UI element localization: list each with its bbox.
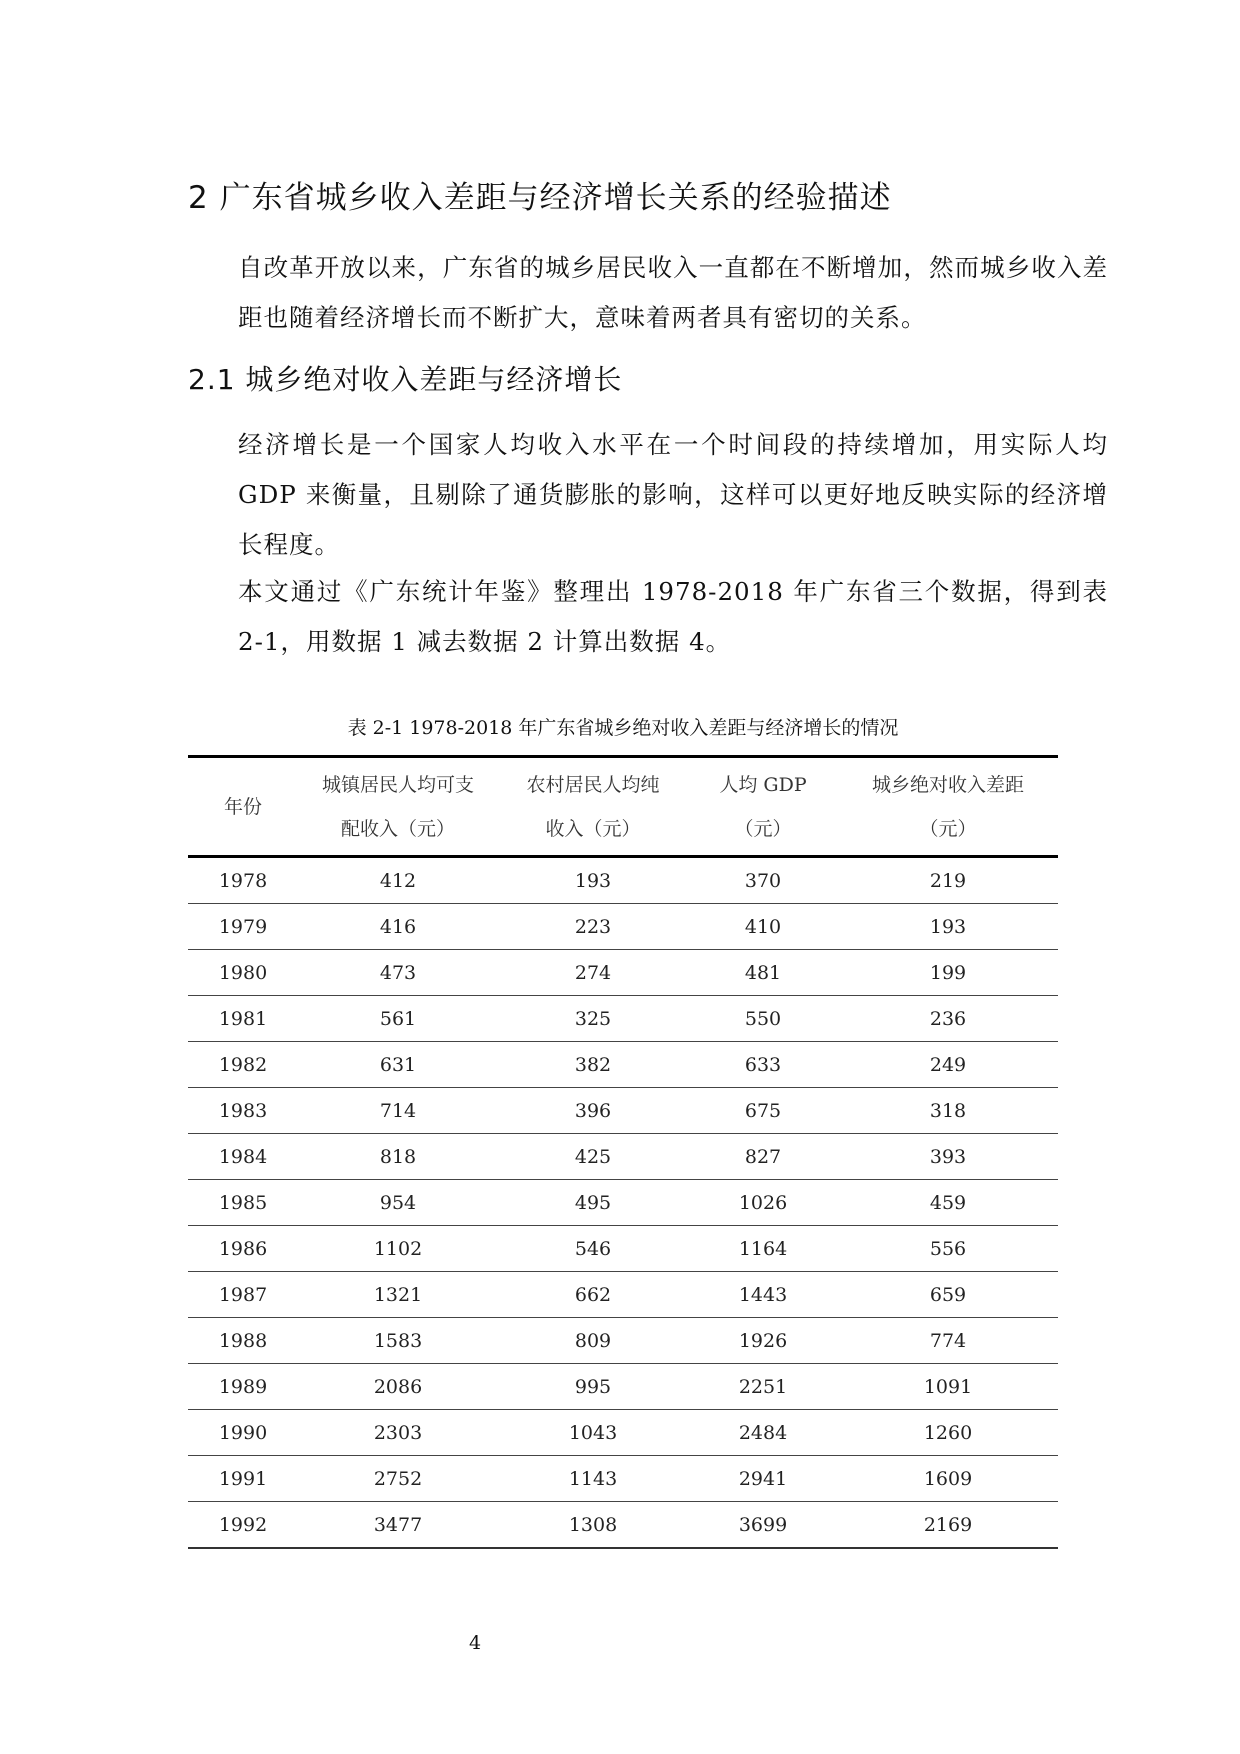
header-urban-income: 城镇居民人均可支 配收入（元）: [321, 773, 474, 840]
cell-income-gap: 2169: [838, 1502, 1058, 1549]
cell-rural-income: 193: [498, 857, 688, 904]
cell-gdp-per-capita: 550: [688, 996, 838, 1042]
cell-urban-income: 1102: [298, 1226, 498, 1272]
cell-urban-income: 2086: [298, 1364, 498, 1410]
cell-urban-income: 473: [298, 950, 498, 996]
cell-gdp-per-capita: 370: [688, 857, 838, 904]
cell-rural-income: 274: [498, 950, 688, 996]
table-row: [188, 1226, 1058, 1272]
table-row: [188, 857, 1058, 904]
cell-rural-income: 382: [498, 1042, 688, 1088]
cell-urban-income: 3477: [298, 1502, 498, 1549]
cell-year: 1984: [188, 1134, 298, 1180]
cell-rural-income: 995: [498, 1364, 688, 1410]
cell-gdp-per-capita: 410: [688, 904, 838, 950]
page-number: 4: [468, 1632, 482, 1654]
cell-rural-income: 662: [498, 1272, 688, 1318]
header-rural-income: 农村居民人均纯 收入（元）: [526, 773, 660, 840]
header-income-gap: 城乡绝对收入差距 （元）: [871, 773, 1024, 840]
table-header-row: [188, 757, 1058, 857]
cell-urban-income: 1583: [298, 1318, 498, 1364]
cell-gdp-per-capita: 1926: [688, 1318, 838, 1364]
cell-income-gap: 219: [838, 857, 1058, 904]
cell-year: 1981: [188, 996, 298, 1042]
cell-rural-income: 396: [498, 1088, 688, 1134]
table-row: [188, 1180, 1058, 1226]
cell-gdp-per-capita: 2941: [688, 1456, 838, 1502]
cell-income-gap: 556: [838, 1226, 1058, 1272]
cell-year: 1989: [188, 1364, 298, 1410]
cell-income-gap: 1609: [838, 1456, 1058, 1502]
table-row: [188, 1456, 1058, 1502]
cell-year: 1990: [188, 1410, 298, 1456]
cell-urban-income: 1321: [298, 1272, 498, 1318]
cell-gdp-per-capita: 3699: [688, 1502, 838, 1549]
cell-year: 1985: [188, 1180, 298, 1226]
cell-year: 1978: [188, 857, 298, 904]
table-caption: 表 2-1 1978-2018 年广东省城乡绝对收入差距与经济增长的情况: [347, 717, 899, 739]
table-row: [188, 1134, 1058, 1180]
table-row: [188, 950, 1058, 996]
cell-gdp-per-capita: 2484: [688, 1410, 838, 1456]
table-row: [188, 904, 1058, 950]
cell-gdp-per-capita: 633: [688, 1042, 838, 1088]
cell-income-gap: 199: [838, 950, 1058, 996]
cell-income-gap: 1091: [838, 1364, 1058, 1410]
table-row: [188, 996, 1058, 1042]
cell-gdp-per-capita: 827: [688, 1134, 838, 1180]
cell-income-gap: 659: [838, 1272, 1058, 1318]
table-row: [188, 1318, 1058, 1364]
cell-urban-income: 954: [298, 1180, 498, 1226]
cell-gdp-per-capita: 1443: [688, 1272, 838, 1318]
cell-rural-income: 223: [498, 904, 688, 950]
cell-income-gap: 249: [838, 1042, 1058, 1088]
cell-year: 1979: [188, 904, 298, 950]
cell-year: 1982: [188, 1042, 298, 1088]
cell-gdp-per-capita: 481: [688, 950, 838, 996]
cell-income-gap: 193: [838, 904, 1058, 950]
cell-gdp-per-capita: 2251: [688, 1364, 838, 1410]
subsection-paragraph-1: 经济增长是一个国家人均收入水平在一个时间段的持续增加，用实际人均GDP 来衡量，且剔除了通货膨胀的影响，这样可以更好地反映实际的经济增长程度。: [238, 430, 1108, 559]
cell-year: 1988: [188, 1318, 298, 1364]
subsection-paragraph-2: 本文通过《广东统计年鉴》整理出 1978-2018 年广东省三个数据，得到表2-1，用数据 1 减去数据 2 计算出数据 4。: [238, 577, 1108, 656]
cell-year: 1980: [188, 950, 298, 996]
table-row: [188, 1272, 1058, 1318]
cell-year: 1983: [188, 1088, 298, 1134]
subsection-heading: 2.1 城乡绝对收入差距与经济增长: [188, 363, 623, 396]
cell-year: 1991: [188, 1456, 298, 1502]
cell-income-gap: 236: [838, 996, 1058, 1042]
cell-rural-income: 325: [498, 996, 688, 1042]
cell-urban-income: 412: [298, 857, 498, 904]
table-row: [188, 1502, 1058, 1549]
cell-year: 1992: [188, 1502, 298, 1549]
cell-rural-income: 495: [498, 1180, 688, 1226]
cell-rural-income: 425: [498, 1134, 688, 1180]
cell-rural-income: 1043: [498, 1410, 688, 1456]
table-row: [188, 1410, 1058, 1456]
cell-urban-income: 631: [298, 1042, 498, 1088]
cell-income-gap: 393: [838, 1134, 1058, 1180]
cell-income-gap: 318: [838, 1088, 1058, 1134]
cell-rural-income: 1143: [498, 1456, 688, 1502]
cell-gdp-per-capita: 1026: [688, 1180, 838, 1226]
table-row: [188, 1364, 1058, 1410]
cell-urban-income: 714: [298, 1088, 498, 1134]
cell-urban-income: 2303: [298, 1410, 498, 1456]
cell-income-gap: 774: [838, 1318, 1058, 1364]
cell-rural-income: 546: [498, 1226, 688, 1272]
cell-urban-income: 416: [298, 904, 498, 950]
cell-income-gap: 1260: [838, 1410, 1058, 1456]
table-body: [188, 857, 1058, 1549]
header-year: 年份: [223, 795, 262, 818]
cell-urban-income: 2752: [298, 1456, 498, 1502]
cell-gdp-per-capita: 675: [688, 1088, 838, 1134]
section-heading: 2 广东省城乡收入差距与经济增长关系的经验描述: [188, 180, 892, 216]
cell-income-gap: 459: [838, 1180, 1058, 1226]
section-intro-paragraph: 自改革开放以来，广东省的城乡居民收入一直都在不断增加，然而城乡收入差距也随着经济增长而不断扩大，意味着两者具有密切的关系。: [238, 253, 1108, 332]
cell-year: 1986: [188, 1226, 298, 1272]
cell-rural-income: 1308: [498, 1502, 688, 1549]
header-gdp-per-capita: 人均 GDP （元）: [719, 773, 807, 840]
cell-urban-income: 561: [298, 996, 498, 1042]
table-row: [188, 1042, 1058, 1088]
cell-year: 1987: [188, 1272, 298, 1318]
income-gap-table: [188, 755, 1058, 1549]
table-row: [188, 1088, 1058, 1134]
cell-urban-income: 818: [298, 1134, 498, 1180]
cell-rural-income: 809: [498, 1318, 688, 1364]
cell-gdp-per-capita: 1164: [688, 1226, 838, 1272]
